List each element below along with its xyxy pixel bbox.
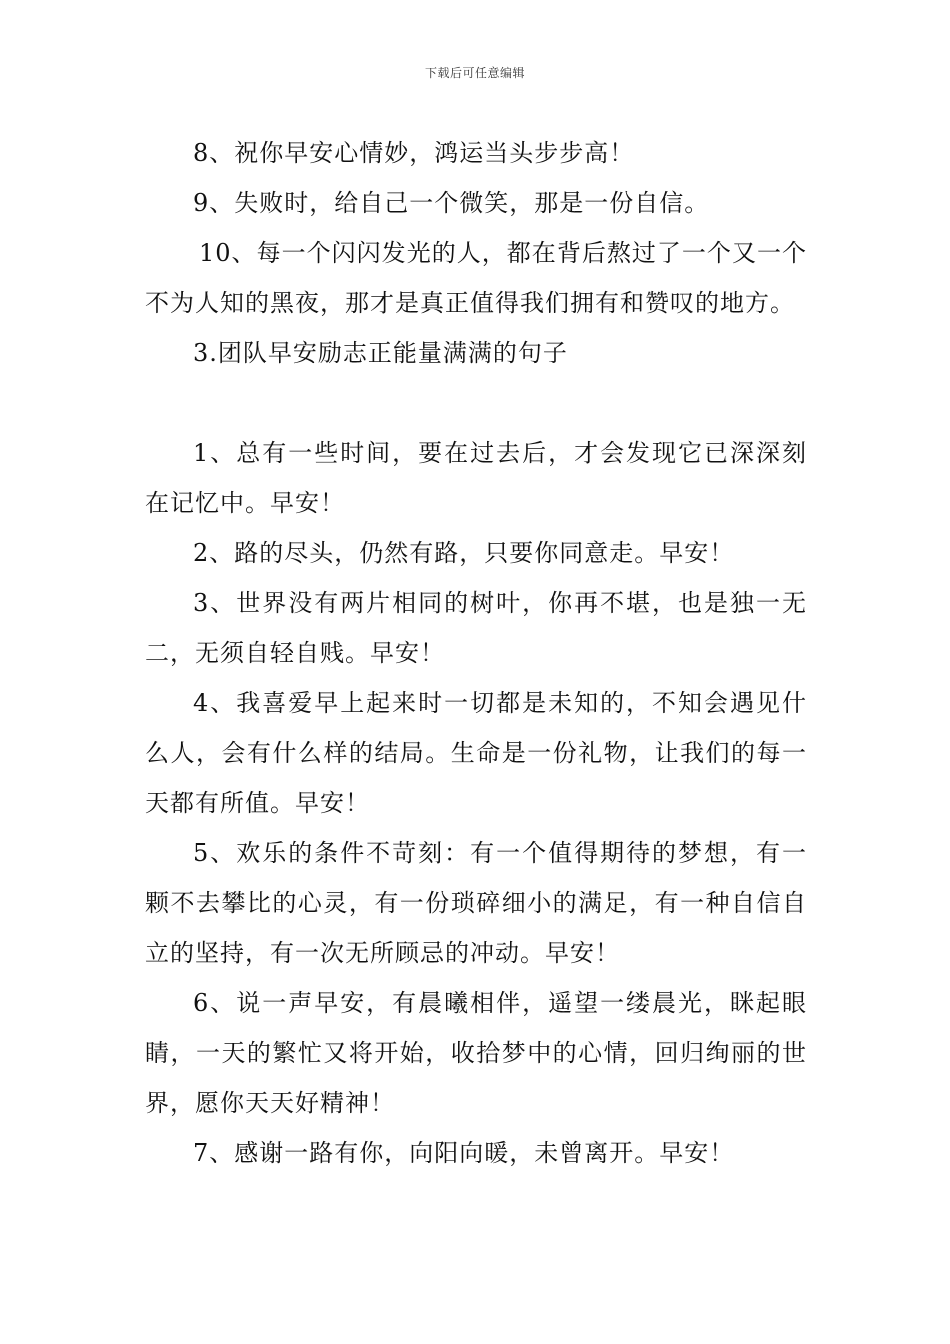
page-header: 下载后可任意编辑 — [424, 66, 525, 80]
paragraph-item-9: 9、失败时，给自己一个微笑，那是一份自信。 — [193, 189, 710, 217]
paragraph-item-3: 3、世界没有两片相同的树叶，你再不堪，也是独一无二，无须自轻自贱。早安！ — [145, 589, 807, 667]
paragraph-item-6: 6、说一声早安，有晨曦相伴，遥望一缕晨光，眯起眼睛，一天的繁忙又将开始，收拾梦中的心情，回归绚丽的世界，愿你天天好精神！ — [145, 989, 807, 1117]
paragraph-item-8: 8、祝你早安心情妙，鸿运当头步步高！ — [193, 139, 635, 167]
paragraph-item-10: 10、每一个闪闪发光的人，都在背后熬过了一个又一个不为人知的黑夜，那才是真正值得我们拥有和赞叹的地方。 — [145, 239, 807, 317]
paragraph-item-7: 7、感谢一路有你，向阳向暖，未曾离开。早安！ — [193, 1139, 735, 1167]
paragraph-item-5: 5、欢乐的条件不苛刻：有一个值得期待的梦想，有一颗不去攀比的心灵，有一份琐碎细小的满足，有一种自信自立的坚持，有一次无所顾忌的冲动。早安！ — [145, 839, 807, 967]
paragraph-item-2: 2、路的尽头，仍然有路，只要你同意走。早安！ — [193, 539, 735, 567]
section-spacer — [145, 378, 807, 428]
paragraph-item-1: 1、总有一些时间，要在过去后，才会发现它已深深刻在记忆中。早安！ — [145, 439, 807, 517]
section-heading: 3.团队早安励志正能量满满的句子 — [193, 339, 568, 367]
paragraph-item-4: 4、我喜爱早上起来时一切都是未知的，不知会遇见什么人，会有什么样的结局。生命是一份礼物，让我们的每一天都有所值。早安！ — [145, 689, 807, 817]
document-body — [145, 128, 807, 1178]
